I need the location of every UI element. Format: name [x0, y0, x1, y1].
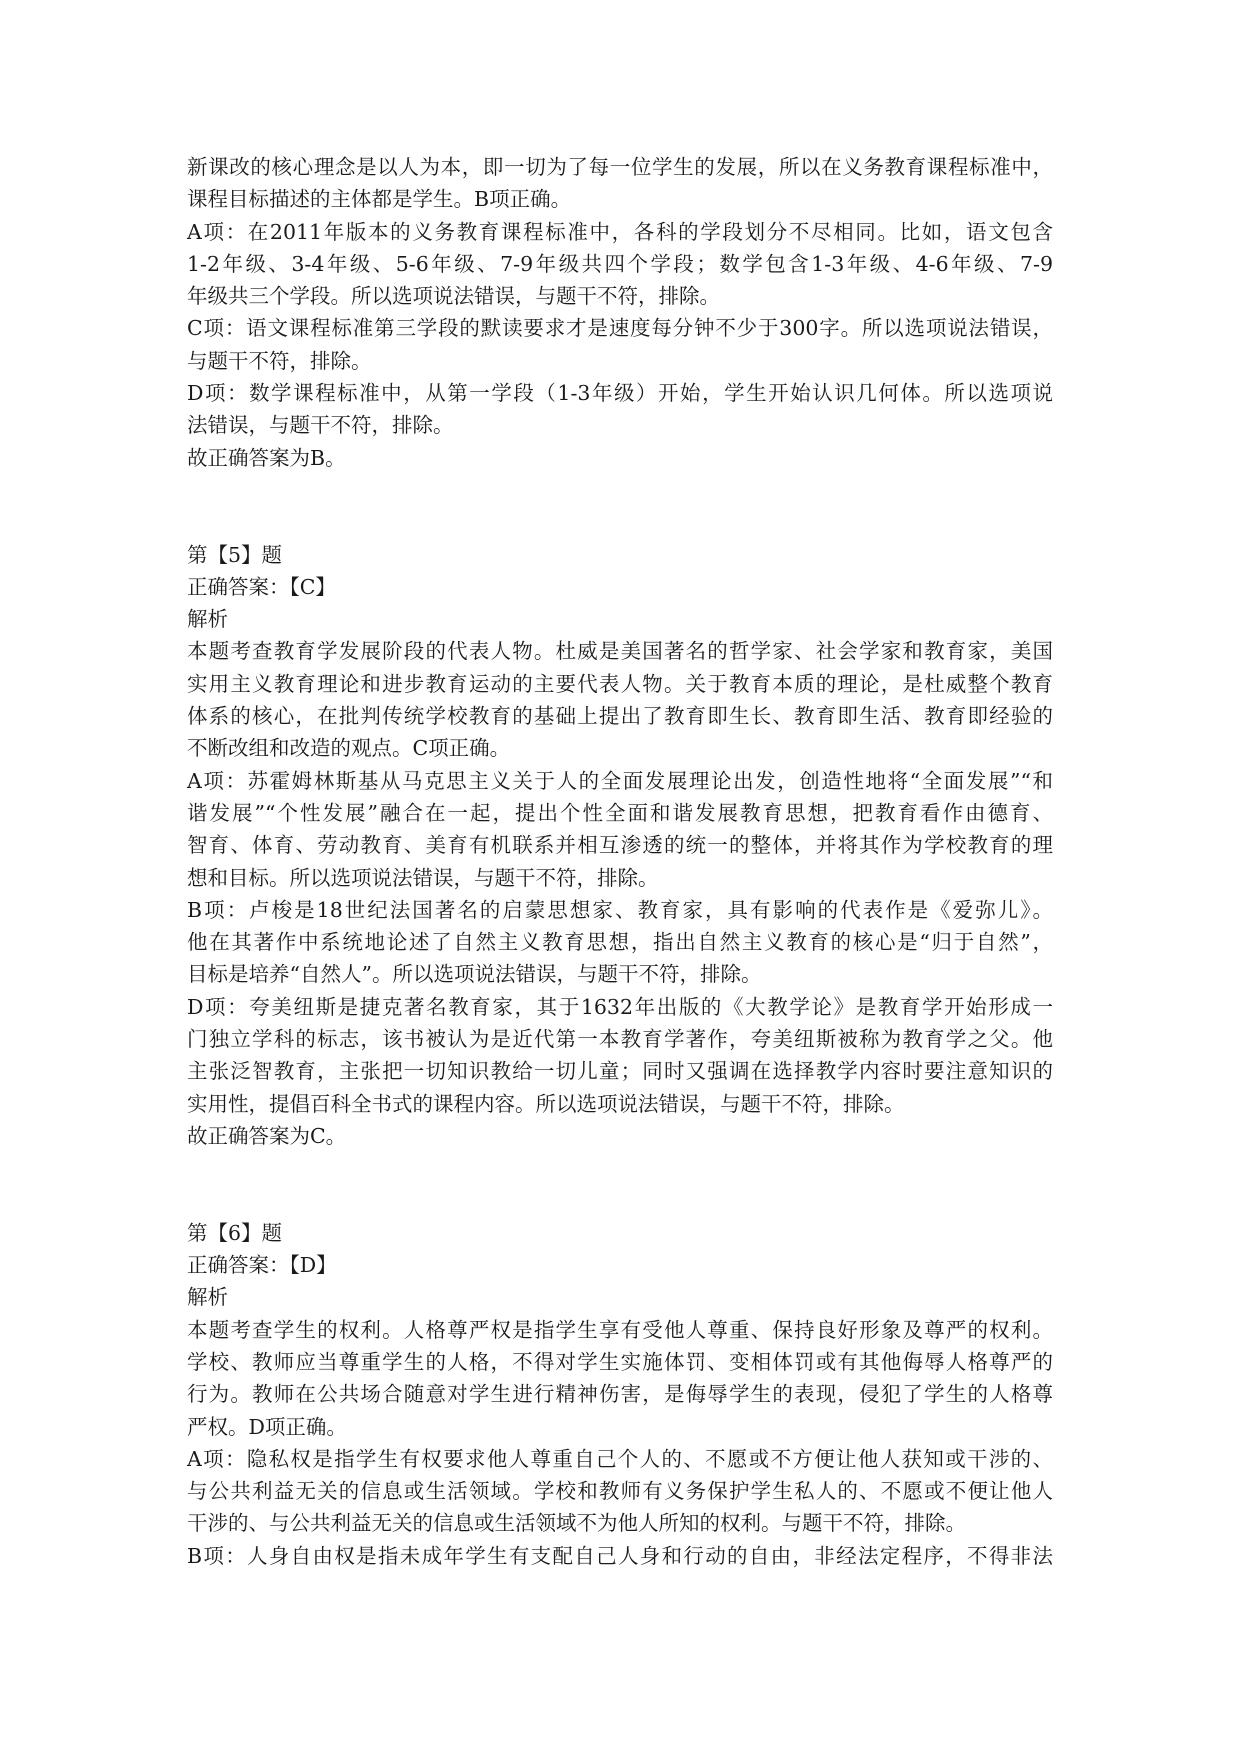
text-line: B项：卢梭是18世纪法国著名的启蒙思想家、教育家，具有影响的代表作是《爱弥儿》。 — [187, 897, 1053, 922]
text-line: C项：语文课程标准第三学段的默读要求才是速度每分钟不少于300字。所以选项说法错误， — [187, 316, 1053, 341]
text-line: 目标是培养“自然人”。所以选项说法错误，与题干不符，排除。 — [187, 962, 762, 987]
text-line: D项：数学课程标准中，从第一学段（1-3年级）开始，学生开始认识几何体。所以选项说 — [187, 381, 1053, 406]
section-gap — [187, 474, 1053, 539]
text-line: 本题考查学生的权利。人格尊严权是指学生享有受他人尊重、保持良好形象及尊严的权利。 — [187, 1317, 1053, 1342]
text-line: 1-2年级、3-4年级、5-6年级、7-9年级共四个学段；数学包含1-3年级、4-6年级、7-9 — [187, 251, 1053, 276]
paragraph — [187, 991, 1053, 1120]
text-line: 课程目标描述的主体都是学生。B项正确。 — [187, 187, 572, 212]
paragraph — [187, 1217, 1053, 1249]
text-line: 干涉的、与公共利益无关的信息或生活领域不为他人所知的权利。与题干不符，排除。 — [187, 1511, 966, 1536]
text-line: 想和目标。所以选项说法错误，与题干不符，排除。 — [187, 865, 659, 890]
text-line: 与题干不符，排除。 — [187, 348, 372, 373]
text-line: B项：人身自由权是指未成年学生有支配自己人身和行动的自由，非经法定程序，不得非法 — [187, 1543, 1053, 1568]
text-line: 故正确答案为C。 — [187, 1123, 347, 1148]
text-line: 实用性，提倡百科全书式的课程内容。所以选项说法错误，与题干不符，排除。 — [187, 1091, 905, 1116]
text-line: A项：在2011年版本的义务教育课程标准中，各科的学段划分不尽相同。比如，语文包含 — [187, 219, 1053, 244]
text-line: 与公共利益无关的信息或生活领域。学校和教师有义务保护学生私人的、不愿或不便让他人 — [187, 1479, 1053, 1504]
text-line: A项：苏霍姆林斯基从马克思主义关于人的全面发展理论出发，创造性地将“全面发展”“和 — [187, 768, 1053, 793]
paragraph — [187, 1314, 1053, 1443]
text-line: 严权。D项正确。 — [187, 1414, 347, 1439]
paragraph — [187, 151, 1053, 216]
text-line: 第【5】题 — [187, 542, 283, 567]
paragraph — [187, 603, 1053, 635]
text-line: A项：隐私权是指学生有权要求他人尊重自己个人的、不愿或不方便让他人获知或干涉的、 — [187, 1446, 1053, 1471]
text-line: 正确答案：【D】 — [187, 1253, 337, 1278]
answer-section — [187, 539, 1053, 1153]
text-line: 故正确答案为B。 — [187, 445, 346, 470]
section-gap — [187, 1152, 1053, 1217]
paragraph — [187, 1120, 1053, 1152]
text-line: 谐发展”“个性发展”融合在一起，提出个性全面和谐发展教育思想，把教育看作由德育、 — [187, 800, 1053, 825]
text-line: 解析 — [187, 1285, 228, 1310]
text-line: 智育、体育、劳动教育、美育有机联系并相互渗透的统一的整体，并将其作为学校教育的理 — [187, 833, 1053, 858]
paragraph — [187, 1443, 1053, 1540]
text-line: 学校、教师应当尊重学生的人格，不得对学生实施体罚、变相体罚或有其他侮辱人格尊严的 — [187, 1349, 1053, 1374]
paragraph — [187, 312, 1053, 377]
text-line: 实用主义教育理论和进步教育运动的主要代表人物。关于教育本质的理论，是杜威整个教育 — [187, 671, 1053, 696]
paragraph — [187, 1281, 1053, 1313]
text-line: 解析 — [187, 607, 228, 632]
text-line: 不断改组和改造的观点。C项正确。 — [187, 736, 511, 761]
text-line: 体系的核心，在批判传统学校教育的基础上提出了教育即生长、教育即生活、教育即经验的 — [187, 704, 1053, 729]
text-line: 主张泛智教育，主张把一切知识教给一切儿童；同时又强调在选择教学内容时要注意知识的 — [187, 1059, 1053, 1084]
paragraph — [187, 571, 1053, 603]
text-line: 本题考查教育学发展阶段的代表人物。杜威是美国著名的哲学家、社会学家和教育家，美国 — [187, 639, 1053, 664]
paragraph — [187, 377, 1053, 442]
paragraph — [187, 894, 1053, 991]
document-page — [187, 151, 1053, 1572]
text-line: 年级共三个学段。所以选项说法错误，与题干不符，排除。 — [187, 284, 720, 309]
text-line: 法错误，与题干不符，排除。 — [187, 413, 454, 438]
paragraph — [187, 635, 1053, 764]
answer-section — [187, 151, 1053, 474]
paragraph — [187, 442, 1053, 474]
text-line: 正确答案：【C】 — [187, 574, 336, 599]
paragraph — [187, 216, 1053, 313]
text-line: 行为。教师在公共场合随意对学生进行精神伤害，是侮辱学生的表现，侵犯了学生的人格尊 — [187, 1382, 1053, 1407]
paragraph — [187, 1249, 1053, 1281]
answer-section — [187, 1217, 1053, 1572]
text-line: 他在其著作中系统地论述了自然主义教育思想，指出自然主义教育的核心是“归于自然”， — [187, 930, 1053, 955]
paragraph — [187, 539, 1053, 571]
paragraph — [187, 1540, 1053, 1572]
paragraph — [187, 765, 1053, 894]
text-line: D项：夸美纽斯是捷克著名教育家，其于1632年出版的《大教学论》是教育学开始形成一 — [187, 994, 1053, 1019]
text-line: 第【6】题 — [187, 1220, 283, 1245]
text-line: 门独立学科的标志，该书被认为是近代第一本教育学著作，夸美纽斯被称为教育学之父。他 — [187, 1027, 1053, 1052]
text-line: 新课改的核心理念是以人为本，即一切为了每一位学生的发展，所以在义务教育课程标准中， — [187, 155, 1053, 179]
